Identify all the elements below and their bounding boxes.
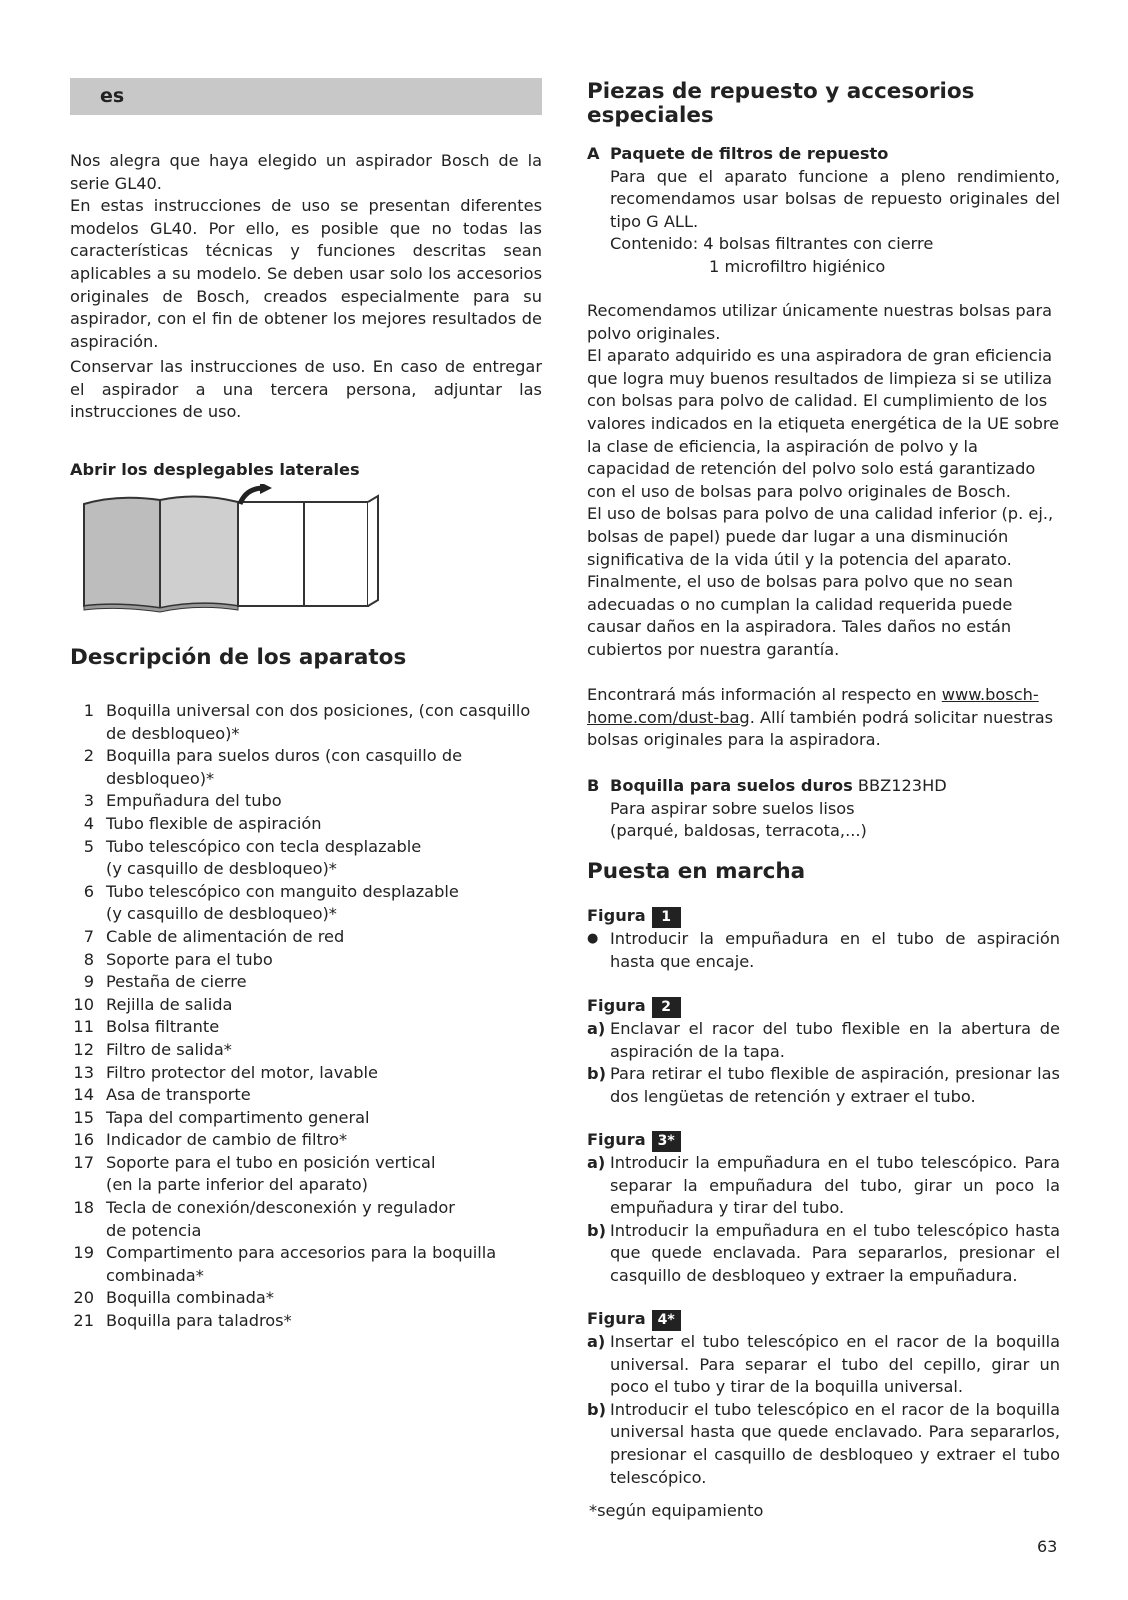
- list-item-number: 16: [73, 1130, 94, 1150]
- accessory-a-label: A: [587, 144, 600, 163]
- list-item-text: [106, 1062, 542, 1085]
- list-item-number: 1: [83, 701, 94, 720]
- list-item: [70, 1197, 542, 1242]
- list-item-text-line: Tecla de conexión/desconexión y regulador: [106, 1198, 455, 1218]
- list-item: [70, 881, 542, 926]
- description-heading: Descripción de los aparatos: [70, 645, 407, 670]
- list-item-text: [106, 1152, 542, 1197]
- figure-4-badge: 4*: [652, 1310, 681, 1331]
- list-item: [70, 1287, 542, 1310]
- list-item-text: [106, 790, 542, 813]
- figure-3-label: Figura 3*: [587, 1126, 1060, 1152]
- figure-1-section: [587, 902, 1060, 973]
- list-item-text-line: Pestaña de cierre: [106, 972, 247, 992]
- page-number: 63: [1037, 1537, 1058, 1556]
- accessory-a: [587, 143, 1060, 279]
- list-item-text: [106, 1242, 542, 1287]
- list-item: [70, 949, 542, 972]
- list-item-text: [106, 1084, 542, 1107]
- list-item-number: 15: [73, 1107, 94, 1127]
- list-item-number: 13: [73, 1062, 94, 1082]
- figure-4-step-a: Insertar el tubo telescópico en el racor de la boquilla universal. Para separar el tubo del cepillo, girar un poco el tubo y tirar de la boquilla universal.: [610, 1332, 1060, 1397]
- list-item-text-line: (y casquillo de desbloqueo)*: [106, 904, 337, 924]
- list-item-number: 7: [83, 926, 94, 946]
- list-item-text-line: Boquilla universal con dos posiciones, (con casquillo de desbloqueo)*: [106, 701, 531, 743]
- list-item-text: [106, 1039, 542, 1062]
- list-item: [70, 700, 542, 745]
- more-info-paragraph: [587, 684, 1060, 752]
- list-item-text-line: Bolsa filtrante: [106, 1017, 220, 1037]
- list-item-number: 14: [73, 1085, 94, 1105]
- list-item-text: [106, 949, 542, 972]
- list-item-number: 9: [83, 972, 94, 992]
- list-item-number: 20: [73, 1288, 94, 1308]
- figure-2-label: Figura 2: [587, 992, 1060, 1018]
- list-item-text-line: Soporte para el tubo: [106, 949, 273, 969]
- list-item-text-line: Tubo telescópico con tecla desplazable: [106, 836, 422, 856]
- list-item-number: 8: [83, 949, 94, 969]
- list-item-text: [106, 926, 542, 949]
- figure-3-step-b: Introducir la empuñadura en el tubo telescópico hasta que quede enclavada. Para separarlos, presionar el casquillo de desbloqueo y extraer la empuñadura.: [610, 1220, 1060, 1285]
- figure-2-section: Figura 2 a) Enclavar el racor del tubo flexible en la abertura de aspiración de la tapa. b) Para retirar el tubo flexible de aspiración, presionar las dos lengüetas de retención y extraer el tubo.: [587, 992, 1060, 1108]
- list-item-text-line: Tapa del compartimento general: [106, 1107, 370, 1127]
- list-item-text: [106, 745, 542, 790]
- list-item-text: [106, 881, 542, 926]
- list-item-text-line: Compartimento para accesorios para la boquilla combinada*: [106, 1243, 497, 1285]
- list-item-number: 3: [83, 791, 94, 811]
- figure-4-section: Figura 4* a) Insertar el tubo telescópico en el racor de la boquilla universal. Para separar el tubo del cepillo, girar un poco el tubo y tirar de la boquilla universal. b) Introducir el tubo telescópico en el racor de la boquilla universal hasta que quede enclavado. Para separarlos, presionar el casquillo de desbloqueo y extraer el tubo telescópico.: [587, 1305, 1060, 1489]
- list-item: [70, 1039, 542, 1062]
- list-item: [70, 836, 542, 881]
- figure-3-step-a: Introducir la empuñadura en el tubo telescópico. Para separar la empuñadura del tubo, girar un poco la empuñadura y tirar del tubo.: [610, 1153, 1060, 1218]
- list-item-text-line: de potencia: [106, 1220, 202, 1240]
- keep-instructions-paragraph: Conservar las instrucciones de uso. En caso de entregar el aspirador a una tercera persona, adjuntar las instrucciones de uso.: [70, 357, 542, 422]
- spare-parts-heading: Piezas de repuesto y accesorios especiales: [587, 79, 975, 128]
- list-item: [70, 1016, 542, 1039]
- list-item: [70, 790, 542, 813]
- list-item-text: [106, 1129, 542, 1152]
- list-item-number: 18: [73, 1198, 94, 1218]
- accessory-a-contents-1: Contenido: 4 bolsas filtrantes con cierre: [610, 234, 934, 254]
- footnote: *según equipamiento: [589, 1501, 764, 1520]
- list-item-number: 2: [83, 746, 94, 766]
- fold-heading: Abrir los desplegables laterales: [70, 460, 360, 479]
- list-item: [70, 1129, 542, 1152]
- list-item-text-line: Tubo telescópico con manguito desplazable: [106, 881, 459, 901]
- list-item-text-line: Boquilla para taladros*: [106, 1311, 292, 1331]
- list-item-number: 19: [73, 1243, 94, 1263]
- list-item: [70, 1152, 542, 1197]
- parts-list: [70, 700, 542, 1333]
- list-item: [70, 1084, 542, 1107]
- list-item: [70, 813, 542, 836]
- list-item: [70, 994, 542, 1017]
- list-item: [70, 926, 542, 949]
- list-item-text: [106, 1197, 542, 1242]
- figure-1-label: Figura 1: [587, 902, 1060, 928]
- list-item-number: 4: [83, 813, 94, 833]
- list-item-text: [106, 836, 542, 881]
- intro-line-2: En estas instrucciones de uso se presentan diferentes modelos GL40. Por ello, es posible que no todas las características técnicas y funciones descritas sean aplicables a su modelo. Se deben usar solo los accesorios originales de Bosch, creados especialmente para su aspirador, con el fin de obtener los mejores resultados de aspiración.: [70, 196, 542, 351]
- dust-bag-recommendation: Recomendamos utilizar únicamente nuestras bolsas para polvo originales. El aparato adquirido es una aspiradora de gran eficiencia que logra muy buenos resultados de limpieza si se utiliza con bolsas para polvo de calidad. El cumplimiento de los valores indicados en la etiqueta energética de la UE sobre la clase de eficiencia, la aspiración de polvo y la capacidad de retención del polvo solo está garantizado con el uso de bolsas para polvo originales de Bosch. El uso de bolsas para polvo de una calidad inferior (p. ej., bolsas de papel) puede dar lugar a una disminución significativa de la vida útil y la potencia del aparato. Finalmente, el uso de bolsas para polvo que no sean adecuadas o no cumplan la calidad requerida puede causar daños en la aspiradora. Tales daños no están cubiertos por nuestra garantía.: [587, 301, 1060, 659]
- list-item-text-line: Tubo flexible de aspiración: [106, 813, 322, 833]
- accessory-b-text-1: Para aspirar sobre suelos lisos: [610, 798, 855, 818]
- list-item-text-line: Asa de transporte: [106, 1085, 251, 1105]
- list-item-text-line: Filtro de salida*: [106, 1039, 232, 1059]
- accessory-b-text-2: (parqué, baldosas, terracota,...): [610, 821, 867, 841]
- list-item-text-line: Cable de alimentación de red: [106, 926, 345, 946]
- list-item-text: [106, 1016, 542, 1039]
- figure-4-step-b: Introducir el tubo telescópico en el racor de la boquilla universal hasta que quede enclavado. Para separarlos, presionar el casquillo de desbloqueo y extraer el tubo telescópico.: [610, 1399, 1060, 1487]
- figure-1-badge: 1: [652, 907, 681, 928]
- list-item: [70, 1107, 542, 1130]
- more-info-text: Encontrará más información al respecto en: [587, 685, 942, 704]
- figure-2-step-a: Enclavar el racor del tubo flexible en la abertura de aspiración de la tapa.: [610, 1019, 1060, 1061]
- list-item-number: 21: [73, 1311, 94, 1331]
- list-item-text-line: Boquilla combinada*: [106, 1288, 274, 1308]
- list-item: [70, 971, 542, 994]
- list-item-text: [106, 700, 542, 745]
- list-item-number: 12: [73, 1039, 94, 1059]
- figure-3-badge: 3*: [652, 1131, 681, 1152]
- accessory-a-text: Para que el aparato funcione a pleno rendimiento, recomendamos usar bolsas de repuesto originales del tipo G ALL.: [610, 166, 1060, 231]
- accessory-b-label: B: [587, 776, 600, 795]
- startup-heading: Puesta en marcha: [587, 859, 806, 884]
- list-item-text: [106, 1287, 542, 1310]
- foldout-illustration: [78, 484, 390, 620]
- list-item-text-line: Soporte para el tubo en posición vertical: [106, 1152, 436, 1172]
- list-item-text: [106, 994, 542, 1017]
- more-info-text-end: . Allí también podrá solicitar nuestras bolsas originales para la aspiradora.: [587, 707, 1054, 750]
- list-item-text-line: Rejilla de salida: [106, 994, 233, 1014]
- language-header-bar: [70, 78, 542, 115]
- accessory-a-title: Paquete de filtros de repuesto: [610, 144, 889, 163]
- list-item: [70, 1310, 542, 1333]
- list-item: [70, 745, 542, 790]
- accessory-b: [587, 775, 1060, 843]
- list-item-text-line: Indicador de cambio de filtro*: [106, 1130, 348, 1150]
- accessory-b-title: Boquilla para suelos duros: [610, 776, 853, 795]
- figure-4-label: Figura 4*: [587, 1305, 1060, 1331]
- list-item-text: [106, 971, 542, 994]
- language-code: es: [100, 85, 125, 107]
- figure-2-step-b: Para retirar el tubo flexible de aspiración, presionar las dos lengüetas de retención y extraer el tubo.: [610, 1064, 1060, 1106]
- list-item-text-line: Boquilla para suelos duros (con casquillo de desbloqueo)*: [106, 746, 463, 788]
- figure-1-text: Introducir la empuñadura en el tubo de aspiración hasta que encaje.: [610, 929, 1060, 971]
- bullet-icon: ●: [587, 931, 599, 946]
- list-item-number: 11: [73, 1017, 94, 1037]
- list-item: [70, 1062, 542, 1085]
- figure-3-section: Figura 3* a) Introducir la empuñadura en el tubo telescópico. Para separar la empuñadura del tubo, girar un poco la empuñadura y tirar del tubo. b) Introducir la empuñadura en el tubo telescópico hasta que quede enclavada. Para separarlos, presionar el casquillo de desbloqueo y extraer la empuñadura.: [587, 1126, 1060, 1288]
- list-item-text-line: (en la parte inferior del aparato): [106, 1175, 368, 1195]
- list-item-text-line: Empuñadura del tubo: [106, 791, 282, 811]
- intro-paragraph: [70, 150, 542, 353]
- intro-line-1: Nos alegra que haya elegido un aspirador Bosch de la serie GL40.: [70, 151, 542, 193]
- list-item: [70, 1242, 542, 1287]
- list-item-text: [106, 1310, 542, 1333]
- list-item-number: 6: [83, 881, 94, 901]
- accessory-a-contents-2: 1 microfiltro higiénico: [709, 256, 886, 276]
- list-item-number: 10: [73, 994, 94, 1014]
- list-item-text-line: (y casquillo de desbloqueo)*: [106, 859, 337, 879]
- list-item-number: 17: [73, 1152, 94, 1172]
- figure-2-badge: 2: [652, 997, 681, 1018]
- list-item-text: [106, 813, 542, 836]
- list-item-text: [106, 1107, 542, 1130]
- dust-bag-link[interactable]: www.bosch-home.com/dust-bag: [587, 685, 1039, 727]
- list-item-text-line: Filtro protector del motor, lavable: [106, 1062, 378, 1082]
- accessory-b-code: BBZ123HD: [852, 776, 947, 795]
- list-item-number: 5: [83, 836, 94, 856]
